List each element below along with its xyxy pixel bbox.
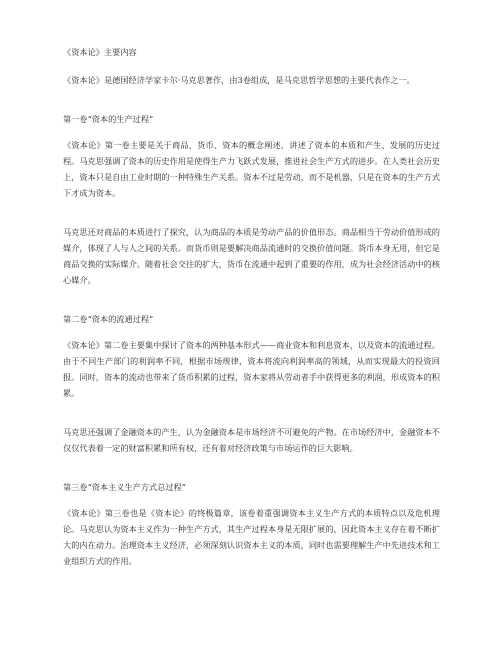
section-heading-volume-2: 第二卷“资本的流通过程” bbox=[63, 314, 154, 324]
paragraph-volume-3-a: 《资本论》第三卷也是《资本论》的终极篇章，该卷着重强调资本主义生产方式的本质特点以及危机理论。马克思认为资本主义作为一种生产方式，其生产过程本身是无限扩展的，因此资本主义存在着不断扩大的内在动力。治理资本主义经济，必须深刻认识资本主义的本质，同时也需要理解生产中先进技术和工业组织方式的作用。 bbox=[63, 508, 440, 566]
paragraph-volume-2-b: 马克思还强调了金融资本的产生，认为金融资本是市场经济不可避免的产物。在市场经济中，金融资本不仅仅代表着一定的财富积累和所有权，还有着对经济政策与市场运作的巨大影响。 bbox=[63, 427, 440, 453]
document-title: 《资本论》主要内容 bbox=[63, 47, 137, 57]
section-heading-volume-3: 第三卷“资本主义生产方式总过程” bbox=[63, 482, 186, 492]
paragraph-volume-1-b: 马克思还对商品的本质进行了探究，认为商品的本质是劳动产品的价值形态。商品相当于劳动价值形成的媒介，体现了人与人之间的关系。而货币则是要解决商品流通时的交换价值问题。货币本身无用，但它是商品交换的实际媒介。随着社会交往的扩大，货币在流通中起到了重要的作用，成为社会经济活动中的核心媒介。 bbox=[63, 227, 440, 285]
intro-paragraph: 《资本论》是德国经济学家卡尔·马克思著作，由3卷组成，是马克思哲学思想的主要代表作之一。 bbox=[63, 75, 415, 85]
section-heading-volume-1: 第一卷“资本的生产过程” bbox=[63, 114, 154, 124]
paragraph-volume-2-a: 《资本论》第二卷主要集中探讨了资本的两种基本形式——商业资本和利息资本，以及资本的流通过程。由于不同生产部门的利润率不同，根据市场规律，资本将流向利润率高的领域，从而实现最大的投资回报。同时，资本的流动也带来了货币积累的过程，资本家将从劳动者手中获得更多的利润，形成资本的积累。 bbox=[63, 340, 440, 398]
paragraph-volume-1-a: 《资本论》第一卷主要是关于商品、货币、资本的概念阐述，讲述了资本的本质和产生、发展的历史过程。马克思强调了资本的历史作用是使得生产力飞跃式发展，推进社会生产方式的进步。在人类社会历史上，资本只是自由工业时期的一种特殊生产关系。资本不过是劳动，而不是机器，只是在资本的生产方式下才成为资本。 bbox=[63, 140, 440, 198]
